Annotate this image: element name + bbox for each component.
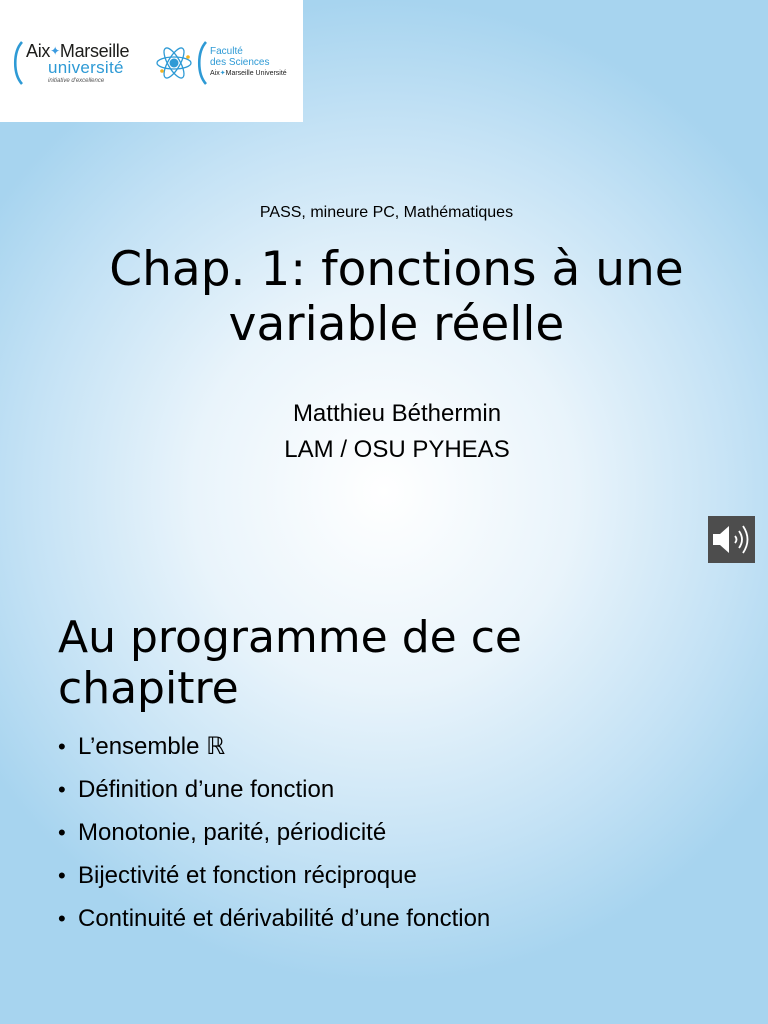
aix-marseille-universite-logo <box>12 40 137 86</box>
author-block <box>0 396 768 468</box>
course-subtitle: PASS, mineure PC, Mathématiques <box>259 204 514 221</box>
list-item: • Continuité et dérivabilité d’une fonction <box>58 900 738 943</box>
amu-universite: université <box>48 58 124 77</box>
amu-tagline: initiative d'excellence <box>48 78 105 84</box>
star-icon: ✦ <box>50 44 60 58</box>
bullet-icon: • <box>58 906 66 931</box>
author-name: Matthieu Béthermin <box>292 400 502 427</box>
star-icon: ✦ <box>219 70 226 77</box>
programme-list <box>58 728 738 943</box>
list-item: • Bijectivité et fonction réciproque <box>58 857 738 900</box>
des-sciences-label: des Sciences <box>210 57 270 68</box>
programme-title: Au programme de ce chapitre <box>58 612 522 714</box>
list-item: • Définition d’une fonction <box>58 771 738 814</box>
atom-icon <box>155 45 193 81</box>
list-item: • Monotonie, parité, périodicité <box>58 814 738 857</box>
faculty-university-label: Aix✦Marseille Université <box>210 70 287 77</box>
bullet-icon: • <box>58 777 66 802</box>
logo-panel <box>0 0 303 122</box>
list-item: • L’ensemble ℝ <box>58 728 738 771</box>
faculte-label: Faculté <box>210 46 243 57</box>
bullet-icon: • <box>58 734 66 759</box>
bullet-icon: • <box>58 820 66 845</box>
bracket-icon <box>196 40 208 86</box>
faculte-des-sciences-logo <box>196 40 296 86</box>
bracket-icon <box>12 40 24 86</box>
author-affiliation: LAM / OSU PYHEAS <box>284 436 510 463</box>
amu-name: Aix✦Marseille <box>26 41 130 61</box>
bullet-icon: • <box>58 863 66 888</box>
chapter-title: Chap. 1: fonctions à une variable réelle <box>109 242 684 352</box>
